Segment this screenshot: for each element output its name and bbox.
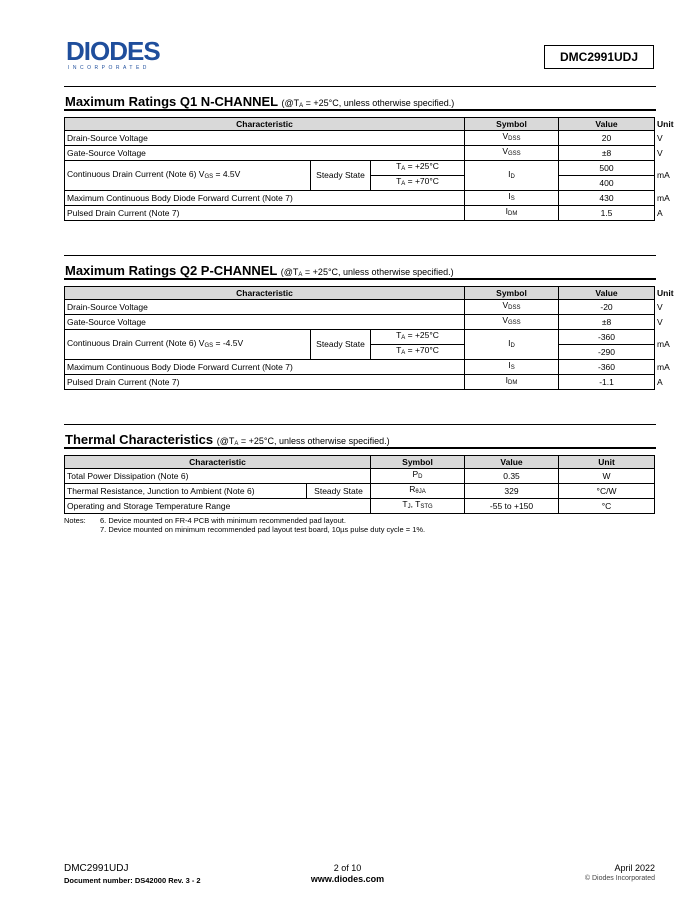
q1-section <box>64 92 674 221</box>
header-symbol: Symbol <box>465 287 559 300</box>
footer-part-number: DMC2991UDJ <box>64 863 129 874</box>
thermal-section <box>64 430 656 514</box>
q2-condition: (@TA = +25°C, unless otherwise specified.) <box>280 267 454 278</box>
notes <box>64 516 425 534</box>
cell-value: 329 <box>465 484 559 499</box>
notes-label: Notes: <box>64 516 86 525</box>
table-row: Pulsed Drain Current (Note 7) IDM 1.5 A <box>65 206 655 221</box>
q1-title: Maximum Ratings Q1 N-CHANNEL <box>65 94 278 109</box>
cell-value: -1.1 <box>559 375 655 390</box>
table-row: Drain-Source Voltage VDSS 20 V <box>65 131 655 146</box>
cell-symbol: IDM <box>465 375 559 390</box>
q2-table <box>64 286 674 390</box>
cell-characteristic: Drain-Source Voltage <box>65 300 465 315</box>
cell-symbol: ID <box>465 330 559 360</box>
footer-page-number: 2 of 10 <box>333 863 362 873</box>
table-row: Gate-Source Voltage VGSS ±8 V <box>65 146 655 161</box>
header-value: Value <box>559 287 655 300</box>
cell-characteristic: Maximum Continuous Body Diode Forward Current (Note 7) <box>65 191 465 206</box>
cell-value: ±8 <box>559 146 655 161</box>
cell-symbol: TJ, TSTG <box>371 499 465 514</box>
cell-symbol: VGSS <box>465 146 559 161</box>
table-row: Pulsed Drain Current (Note 7) IDM -1.1 A <box>65 375 655 390</box>
note-6: 6. Device mounted on FR-4 PCB with minimum recommended pad layout. <box>100 516 346 525</box>
cell-characteristic: Operating and Storage Temperature Range <box>65 499 371 514</box>
table-header-row <box>65 456 655 469</box>
cell-temp-70: TA = +70°C <box>371 176 465 191</box>
cell-value: -20 <box>559 300 655 315</box>
part-number-box <box>544 45 654 69</box>
header-characteristic: Characteristic <box>65 456 371 469</box>
table-row <box>65 499 655 514</box>
cell-symbol: IS <box>465 191 559 206</box>
cell-value: 430 <box>559 191 655 206</box>
logo-subtext: INCORPORATED <box>68 65 150 71</box>
cell-symbol: IDM <box>465 206 559 221</box>
cell-symbol: IS <box>465 360 559 375</box>
cell-symbol: VDSS <box>465 300 559 315</box>
table-row: Maximum Continuous Body Diode Forward Current (Note 7) IS 430 mA <box>65 191 655 206</box>
table-row: Continuous Drain Current (Note 6) VGS = -4.5V Steady State TA = +25°C ID -360 mA <box>65 330 655 345</box>
header-characteristic: Characteristic <box>65 118 465 131</box>
header-value: Value <box>559 118 655 131</box>
cell-value: -55 to +150 <box>465 499 559 514</box>
cell-symbol: RθJA <box>371 484 465 499</box>
cell-value: 400 <box>559 176 655 191</box>
header-symbol: Symbol <box>371 456 465 469</box>
header-value: Value <box>465 456 559 469</box>
table-row: Gate-Source Voltage VGSS ±8 V <box>65 315 655 330</box>
cell-value: -360 <box>559 330 655 345</box>
cell-characteristic: Continuous Drain Current (Note 6) VGS = -4.5V <box>65 330 311 360</box>
q2-section <box>64 261 674 390</box>
table-row <box>65 484 655 499</box>
footer-date: April 2022 <box>614 863 655 873</box>
cell-characteristic: Pulsed Drain Current (Note 7) <box>65 206 465 221</box>
cell-temp-25: TA = +25°C <box>371 330 465 345</box>
table-header-row: Characteristic Symbol Value Unit <box>65 118 655 131</box>
cell-characteristic: Pulsed Drain Current (Note 7) <box>65 375 465 390</box>
q1-condition: (@TA = +25°C, unless otherwise specified.) <box>281 98 455 109</box>
cell-temp-70: TA = +70°C <box>371 345 465 360</box>
thermal-table <box>64 455 655 514</box>
logo-text: DIODES <box>66 38 160 66</box>
header-unit: Unit <box>559 456 655 469</box>
cell-unit: °C/W <box>559 484 655 499</box>
cell-unit: °C <box>559 499 655 514</box>
cell-value: -290 <box>559 345 655 360</box>
footer-url[interactable]: www.diodes.com <box>310 874 385 884</box>
cell-temp-25: TA = +25°C <box>371 161 465 176</box>
q1-heading <box>64 92 656 111</box>
cell-value: 20 <box>559 131 655 146</box>
cell-symbol: VGSS <box>465 315 559 330</box>
diodes-logo <box>66 38 182 72</box>
q1-table <box>64 117 674 221</box>
cell-value: 1.5 <box>559 206 655 221</box>
cell-characteristic: Total Power Dissipation (Note 6) <box>65 469 371 484</box>
cell-value: 500 <box>559 161 655 176</box>
header-symbol: Symbol <box>465 118 559 131</box>
cell-value: ±8 <box>559 315 655 330</box>
q2-heading <box>64 261 656 280</box>
cell-symbol: PD <box>371 469 465 484</box>
table-row <box>65 469 655 484</box>
thermal-condition: (@TA = +25°C, unless otherwise specified.) <box>216 436 390 447</box>
table-row: Continuous Drain Current (Note 6) VGS = 4.5V Steady State TA = +25°C ID 500 mA <box>65 161 655 176</box>
table-row: Maximum Continuous Body Diode Forward Current (Note 7) IS -360 mA <box>65 360 655 375</box>
cell-characteristic: Drain-Source Voltage <box>65 131 465 146</box>
footer-copyright: © Diodes Incorporated <box>584 875 655 882</box>
q2-title: Maximum Ratings Q2 P-CHANNEL <box>65 263 278 278</box>
thermal-title: Thermal Characteristics <box>65 432 214 447</box>
cell-characteristic: Gate-Source Voltage <box>65 315 465 330</box>
cell-state: Steady State <box>307 484 371 499</box>
cell-value: 0.35 <box>465 469 559 484</box>
cell-characteristic: Maximum Continuous Body Diode Forward Current (Note 7) <box>65 360 465 375</box>
cell-symbol: VDSS <box>465 131 559 146</box>
footer-document-number: Document number: DS42000 Rev. 3 - 2 <box>64 876 201 885</box>
table-header-row: Characteristic Symbol Value Unit <box>65 287 655 300</box>
cell-value: -360 <box>559 360 655 375</box>
table-row: Drain-Source Voltage VDSS -20 V <box>65 300 655 315</box>
note-7: 7. Device mounted on minimum recommended pad layout test board, 10µs pulse duty cycle = 1%. <box>100 525 426 534</box>
cell-symbol: ID <box>465 161 559 191</box>
cell-unit: W <box>559 469 655 484</box>
cell-state: Steady State <box>311 330 371 360</box>
header-characteristic: Characteristic <box>65 287 465 300</box>
cell-characteristic: Gate-Source Voltage <box>65 146 465 161</box>
cell-characteristic: Thermal Resistance, Junction to Ambient (Note 6) <box>65 484 307 499</box>
thermal-heading <box>64 430 656 449</box>
cell-characteristic: Continuous Drain Current (Note 6) VGS = 4.5V <box>65 161 311 191</box>
part-number: DMC2991UDJ <box>559 50 639 64</box>
cell-state: Steady State <box>311 161 371 191</box>
